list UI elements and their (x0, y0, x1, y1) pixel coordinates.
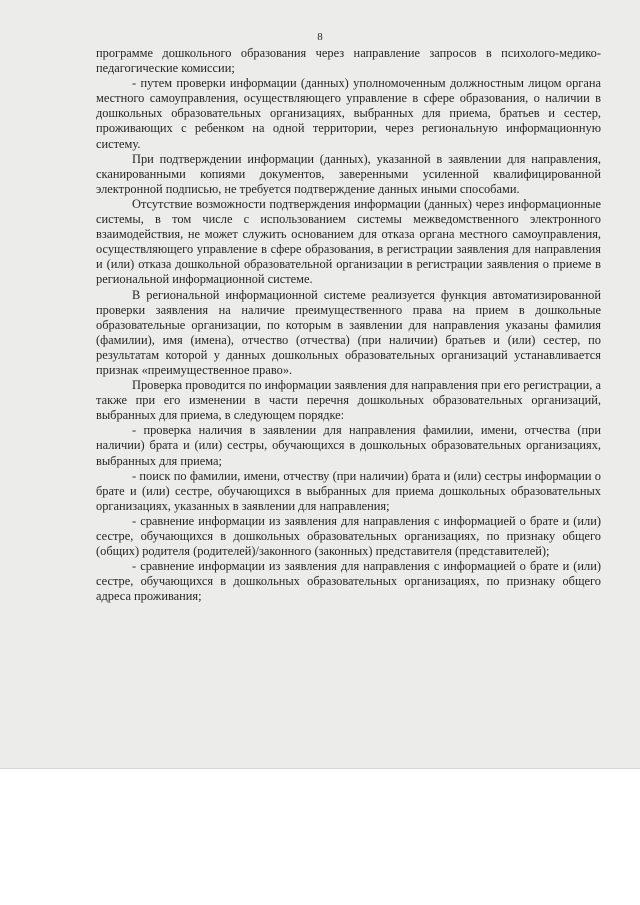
paragraph: Отсутствие возможности подтверждения информации (данных) через информационные системы, в том числе с использованием системы межведомственного электронного взаимодействия, не может служить основанием для отказа органа местного самоуправления, осуществляющего управление в сфере образования, в регистрации заявления для направления и (или) отказа дошкольной образовательной организации в регистрации заявления о приеме в региональной информационной системе. (96, 196, 601, 287)
paragraph: Проверка проводится по информации заявления для направления при его регистрации, а также при его изменении в части перечня дошкольных образовательных организаций, выбранных для приема, в следующем порядке: (96, 378, 601, 423)
paragraph: При подтверждении информации (данных), указанной в заявлении для направления, сканированными копиями документов, заверенными усиленной квалифицированной электронной подписью, не требуется подтверждение данных иными способами. (96, 151, 601, 196)
document-body (96, 46, 601, 604)
page-number: 8 (317, 31, 323, 43)
paragraph: - поиск по фамилии, имени, отчеству (при наличии) брата и (или) сестры информации о брате и (или) сестре, обучающихся в выбранных для приема дошкольных образовательных организациях, указанных в заявлении для направления; (96, 468, 601, 513)
paragraph: В региональной информационной системе реализуется функция автоматизированной проверки заявления на наличие преимущественного права на прием в дошкольные образовательные организации, по которым в заявлении для направления указаны фамилия (фамилии), имя (имена), отчество (отчества) (при наличии) братьев и (или) сестер, по результатам которой у данных дошкольных образовательных организаций устанавливается признак «преимущественное право». (96, 287, 601, 377)
paragraph: - проверка наличия в заявлении для направления фамилии, имени, отчества (при наличии) брата и (или) сестры, обучающихся в дошкольных образовательных организациях, выбранных для приема; (96, 423, 601, 468)
paragraph: - сравнение информации из заявления для направления с информацией о брате и (или) сестре, обучающихся в дошкольных образовательных организациях, по признаку общего (общих) родителя (родителей)/законного (законных) представителя (представителей); (96, 513, 601, 559)
paragraph: - путем проверки информации (данных) уполномоченным должностным лицом органа местного самоуправления, осуществляющего управление в сфере образования, о наличии в дошкольных образовательных организациях, выбранных для приема, братьев и сестер, проживающих с ребенком на одной территории, через региональную информационную систему. (96, 76, 601, 151)
paragraph: - сравнение информации из заявления для направления с информацией о брате и (или) сестре, обучающихся в дошкольных образовательных организациях, по признаку общего адреса проживания; (96, 559, 601, 604)
paragraph: программе дошкольного образования через направление запросов в психолого-медико-педагогические комиссии; (96, 46, 601, 76)
blank-area (0, 769, 640, 905)
